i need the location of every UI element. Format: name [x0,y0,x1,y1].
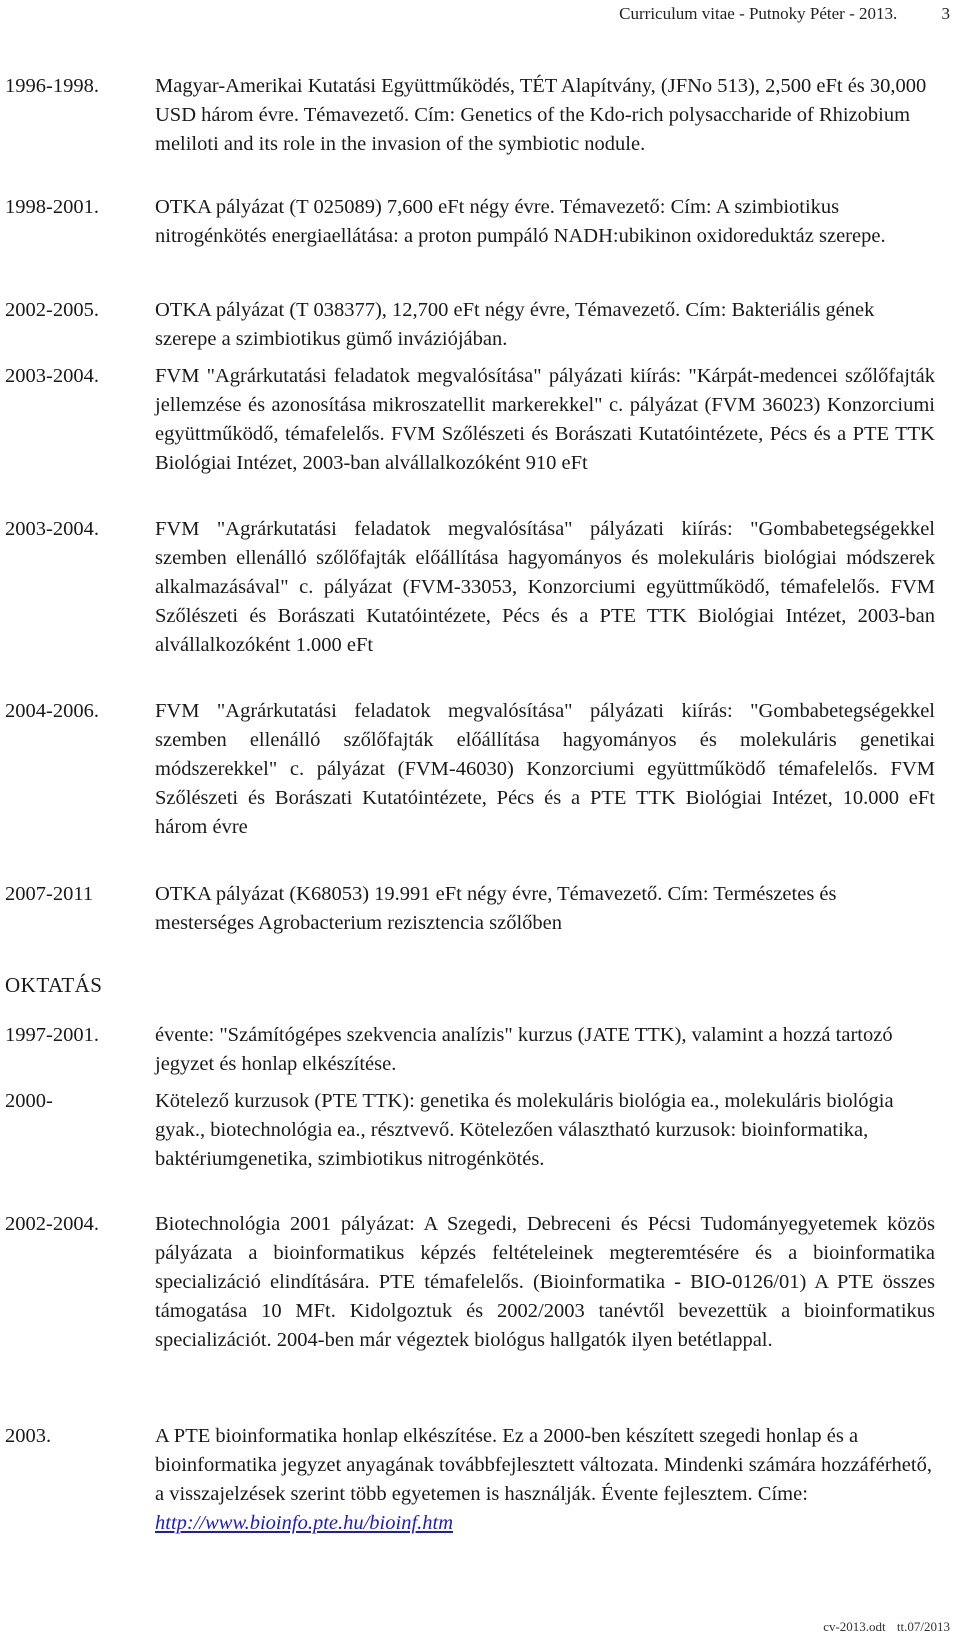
entry-date: 1997-2001. [5,1024,99,1046]
entry-date: 1998-2001. [5,196,99,218]
entry-date: 2003-2004. [5,518,99,540]
entry-text: Magyar-Amerikai Kutatási Együttműködés, TÉT Alapítvány, (JFNo 513), 2,500 eFt és 30,000 USD három évre. Témavezető. Cím: Genetics of the Kdo-rich polysaccharide of Rhizobium meliloti and its role in the invasion of the symbiotic nodule. [155,75,927,155]
entry-text: OTKA pályázat (K68053) 19.991 eFt négy évre, Témavezető. Cím: Természetes és mesterséges Agrobacterium rezisztencia szőlőben [155,883,837,934]
entry-text: Kötelező kurzusok (PTE TTK): genetika és molekuláris biológia ea., molekuláris biológia gyak., biotechnológia ea., résztvevő. Kötelezően választható kurzusok: bioinformatika, baktériumgenetika, szimbiotikus nitrogénkötés. [155,1090,894,1170]
entry-date: 1996-1998. [5,75,99,97]
entry-text: OTKA pályázat (T 038377), 12,700 eFt négy évre, Témavezető. Cím: Bakteriális gének szerepe a szimbiotikus gümő inváziójában. [155,299,875,350]
entry-date: 2003-2004. [5,365,99,387]
header-text: Curriculum vitae - Putnoky Péter - 2013. [619,4,898,23]
entry-date: 2004-2006. [5,700,99,722]
footer-stamp: tt.07/2013 [896,1619,950,1634]
entry-text: FVM "Agrárkutatási feladatok megvalósítása" pályázati kiírás: "Gombabetegségekkel szemben ellenálló szőlőfajták előállítása hagyományos és molekuláris genetikai módszerekkel" c. pályázat (FVM-46030) Konzorciumi együttműködő témafelelős. FVM Szőlészeti és Borászati Kutatóintézete, Pécs és a PTE TTK Biológiai Intézet, 10.000 eFt három évre [155,700,935,838]
entry-text: Biotechnológia 2001 pályázat: A Szegedi, Debreceni és Pécsi Tudományegyetemek közös pályázata a bioinformatikus képzés feltételeinek megteremtésére és a bioinformatika specializáció elindítására. PTE témafelelős. (Bioinformatika - BIO-0126/01) A PTE összes támogatása 10 MFt. Kidolgoztuk és 2002/2003 tanévtől bevezettük a bioinformatikus specializációt. 2004-ben már végeztek biológus hallgatók ilyen betétlappal. [155,1213,935,1351]
page-number: 3 [941,4,950,23]
entry-date: 2002-2005. [5,299,99,321]
bioinfo-homepage-link[interactable]: http://www.bioinfo.pte.hu/bioinf.htm [155,1512,454,1534]
entry-text-container [155,1422,935,1538]
entry-text: OTKA pályázat (T 025089) 7,600 eFt négy évre. Témavezető: Cím: A szimbiotikus nitrogénkötés energiaellátása: a proton pumpáló NADH:ubikinon oxidoreduktáz szerepe. [155,196,886,247]
entry-date: 2000- [5,1090,53,1112]
entry-date: 2007-2011 [5,883,94,905]
page-footer [815,1619,950,1635]
footer-file: cv-2013.odt [823,1619,886,1634]
page-header [619,4,950,24]
section-title-oktatas: OKTATÁS [5,973,103,997]
entry-text: FVM "Agrárkutatási feladatok megvalósítása" pályázati kiírás: "Gombabetegségekkel szemben ellenálló szőlőfajták előállítása hagyományos és molekuláris biológiai módszerek alkalmazásával" c. pályázat (FVM-33053, Konzorciumi együttműködő, témafelelős. FVM Szőlészeti és Borászati Kutatóintézete, Pécs és a PTE TTK Biológiai Intézet, 2003-ban alvállalkozóként 1.000 eFt [155,518,935,656]
entry-text: évente: "Számítógépes szekvencia analízis" kurzus (JATE TTK), valamint a hozzá tartozó jegyzet és honlap elkészítése. [155,1024,893,1075]
entry-text: A PTE bioinformatika honlap elkészítése. Ez a 2000-ben készített szegedi honlap és a bioinformatika jegyzet anyagának továbbfejlesztett változata. Mindenki számára hozzáférhető, a visszajelzések szerint több egyetemen is használják. Évente fejlesztem. Címe: [155,1425,932,1505]
entry-date: 2003. [5,1425,52,1447]
entry-date: 2002-2004. [5,1213,99,1235]
entry-text: FVM "Agrárkutatási feladatok megvalósítása" pályázati kiírás: "Kárpát-medencei szőlőfajták jellemzése és azonosítása mikroszatellit markerekkel" c. pályázat (FVM 36023) Konzorciumi együttműködő, témafelelős. FVM Szőlészeti és Borászati Kutatóintézete, Pécs és a PTE TTK Biológiai Intézet, 2003-ban alvállalkozóként 910 eFt [155,365,935,474]
